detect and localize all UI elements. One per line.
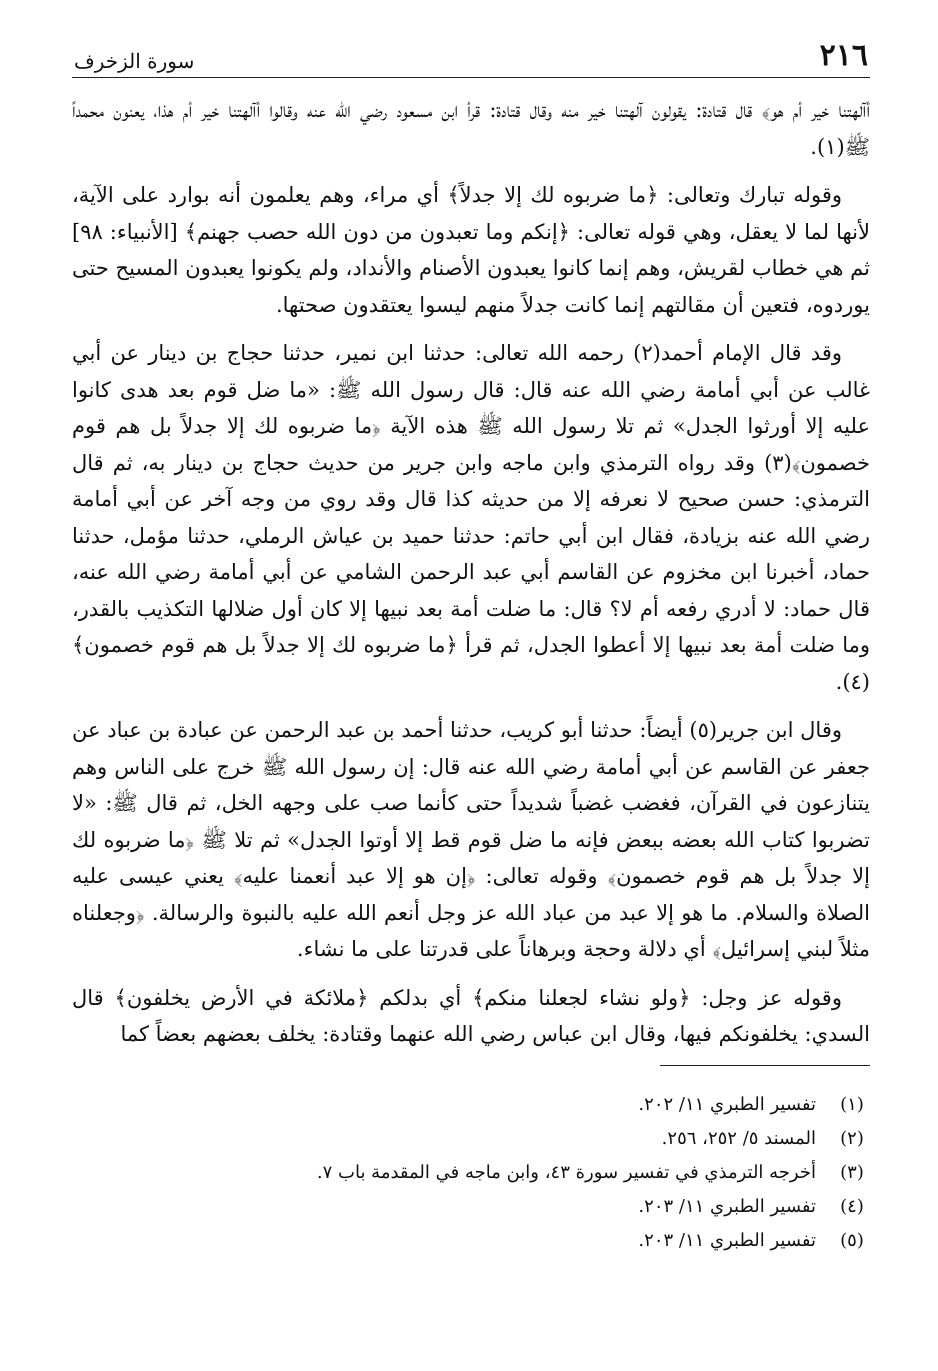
page-number: ٢١٦ <box>819 38 868 73</box>
paragraph: وقوله تبارك وتعالى: ﴿ما ضربوه لك إلا جدلاً﴾ أي مراء، وهم يعلمون أنه بوارد على الآية، لأنها لما لا يعقل، وهي قوله تعالى: ﴿إنكم وما تعبدون من دون الله حصب جهنم﴾ [الأنبياء: ٩٨] ثم هي خطاب لقريش، وهم إنما كانوا يعبدون الأصنام والأنداد، ولم يكونوا يعبدون المسيح حتى يوردوه، فتعين أن مقالتهم إنما كانت جدلاً منهم ليسوا يعتقدون صحتها. <box>72 183 870 317</box>
surah-title: سورة الزخرف <box>74 49 195 73</box>
paragraph: وقال ابن جرير(٥) أيضاً: حدثنا أبو كريب، حدثنا أحمد بن عبد الرحمن عن عبادة بن عباد عن جعفر عن القاسم عن أبي أمامة رضي الله عنه قال: إن رسول الله ﷺ خرج على الناس وهم يتنازعون في القرآن، فغضب غضباً شديداً حتى كأنما صب على وجهه الخل، ثم قال ﷺ: «لا تضربوا كتاب الله بعضه ببعض فإنه ما ضل قوم قط إلا أوتوا الجدل» ثم تلا ﷺ ﴿ما ضربوه لك إلا جدلاً بل هم قوم خصمون﴾ وقوله تعالى: ﴿إن هو إلا عبد أنعمنا عليه﴾ يعني عيسى عليه الصلاة والسلام. ما هو إلا عبد من عباد الله عز وجل أنعم الله عليه بالنبوة والرسالة. ﴿وجعلناه مثلاً لبني إسرائيل﴾ أي دلالة وحجة وبرهاناً على قدرتنا على ما نشاء. <box>72 718 870 961</box>
footnote-number: (٤) <box>840 1195 864 1217</box>
footnote-divider <box>660 1065 870 1066</box>
footnote-text: تفسير الطبري ١١/ ٢٠٢. <box>638 1093 816 1115</box>
paragraph: وقوله عز وجل: ﴿ولو نشاء لجعلنا منكم﴾ أي بدلكم ﴿ملائكة في الأرض يخلفون﴾ قال السدي: يخلفونكم فيها، وقال ابن عباس رضي الله عنهما وقتادة: يخلف بعضهم بعضاً كما <box>72 985 870 1046</box>
footnote <box>72 1156 866 1190</box>
paragraph: وقد قال الإمام أحمد(٢) رحمه الله تعالى: حدثنا ابن نمير، حدثنا حجاج بن دينار عن أبي غالب عن أبي أمامة رضي الله عنه قال: قال رسول الله ﷺ: «ما ضل قوم بعد هدى كانوا عليه إلا أورثوا الجدل» ثم تلا رسول الله ﷺ هذه الآية ﴿ما ضربوه لك إلا جدلاً بل هم قوم خصمون﴾(٣) وقد رواه الترمذي وابن ماجه وابن جرير من حديث حجاج بن دينار به، ثم قال الترمذي: حسن صحيح لا نعرفه إلا من حديثه كذا قال وقد روي من وجه آخر عن أبي أمامة رضي الله عنه بزيادة، فقال ابن أبي حاتم: حدثنا حميد بن عياش الرملي، حدثنا مؤمل، حدثنا حماد، أخبرنا ابن مخزوم عن القاسم أبي عبد الرحمن الشامي عن أبي أمامة رضي الله عنه، قال حماد: لا أدري رفعه أم لا؟ قال: ما ضلت أمة بعد نبيها إلا كان أول ضلالها التكذيب بالقدر، وما ضلت أمة بعد نبيها إلا أعطوا الجدل، ثم قرأ ﴿ما ضربوه لك إلا جدلاً بل هم قوم خصمون﴾(٤). <box>72 341 871 694</box>
footnote <box>72 1122 866 1156</box>
footnote-number: (١) <box>840 1093 864 1115</box>
footnote-number: (٥) <box>840 1229 864 1251</box>
footnote-number: (٢) <box>840 1127 864 1149</box>
paragraph: أآلهتنا خير أم هو﴾ قال قتادة: يقولون آلهتنا خير منه وقال قتادة: قرأ ابن مسعود رضي الله عنه وقالوا أآلهتنا خير أم هذا، يعنون محمداً ﷺ(١). <box>72 98 870 159</box>
footnote-number: (٣) <box>840 1161 864 1183</box>
footnote-text: المسند ٥/ ٢٥٢، ٢٥٦. <box>661 1127 816 1149</box>
footnote <box>72 1088 866 1122</box>
footnote-text: تفسير الطبري ١١/ ٢٠٣. <box>638 1195 816 1217</box>
footnote <box>72 1190 866 1224</box>
footnotes <box>72 1088 870 1258</box>
footnote <box>72 1224 866 1258</box>
main-text <box>72 92 870 1053</box>
page-header <box>72 40 870 78</box>
footnote-text: تفسير الطبري ١١/ ٢٠٣. <box>638 1229 816 1251</box>
footnote-text: أخرجه الترمذي في تفسير سورة ٤٣، وابن ماجه في المقدمة باب ٧. <box>316 1161 816 1183</box>
